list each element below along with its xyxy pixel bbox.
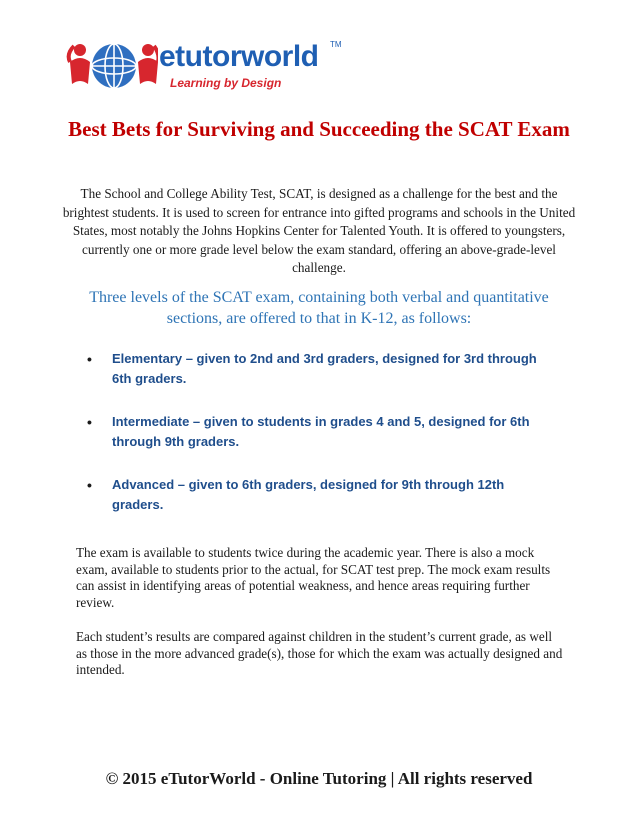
page-title: Best Bets for Surviving and Succeeding the SCAT Exam	[68, 117, 570, 141]
bullet-icon: •	[87, 477, 92, 493]
list-item-elementary	[87, 349, 557, 389]
list-item-intermediate	[87, 412, 557, 452]
logo-tagline: Learning by Design	[170, 76, 282, 90]
results-comparison-paragraph: Each student’s results are compared against children in the student’s current grade, as well as those in the more advanced grade(s), those for which the exam was actually designed and intended.	[76, 629, 563, 677]
list-item-text: Advanced – given to 6th graders, designed for 9th through 12th graders.	[112, 477, 505, 512]
etutorworld-logo	[66, 32, 342, 104]
bullet-icon: •	[87, 351, 92, 367]
levels-heading: Three levels of the SCAT exam, containing both verbal and quantitative sections, are offered to that in K-12, as follows:	[89, 289, 549, 327]
bullet-icon: •	[87, 414, 92, 430]
exam-availability-paragraph: The exam is available to students twice during the academic year. There is also a mock exam, available to students prior to the actual, for SCAT test prep. The mock exam results can assist in identifying areas of potential weakness, and hence areas requiring further review.	[76, 545, 551, 610]
intro-paragraph: The School and College Ability Test, SCAT, is designed as a challenge for the best and the brightest students. It is used to screen for entrance into gifted programs and schools in the United States, most notably the Johns Hopkins Center for Talented Youth. It is offered to youngsters, currently one or more grade level below the exam standard, offering an above-grade-level challenge.	[62, 186, 576, 275]
list-item-advanced	[87, 475, 557, 515]
globe-people-logo-icon	[66, 32, 158, 104]
list-item-text: Intermediate – given to students in grades 4 and 5, designed for 6th through 9th graders.	[112, 414, 530, 449]
levels-list	[87, 349, 557, 538]
logo-wordmark: etutorworld	[159, 40, 319, 73]
logo-trademark: TM	[330, 40, 342, 49]
list-item-text: Elementary – given to 2nd and 3rd graders, designed for 3rd through 6th graders.	[112, 351, 537, 386]
footer-copyright: © 2015 eTutorWorld - Online Tutoring | All rights reserved	[105, 769, 533, 788]
